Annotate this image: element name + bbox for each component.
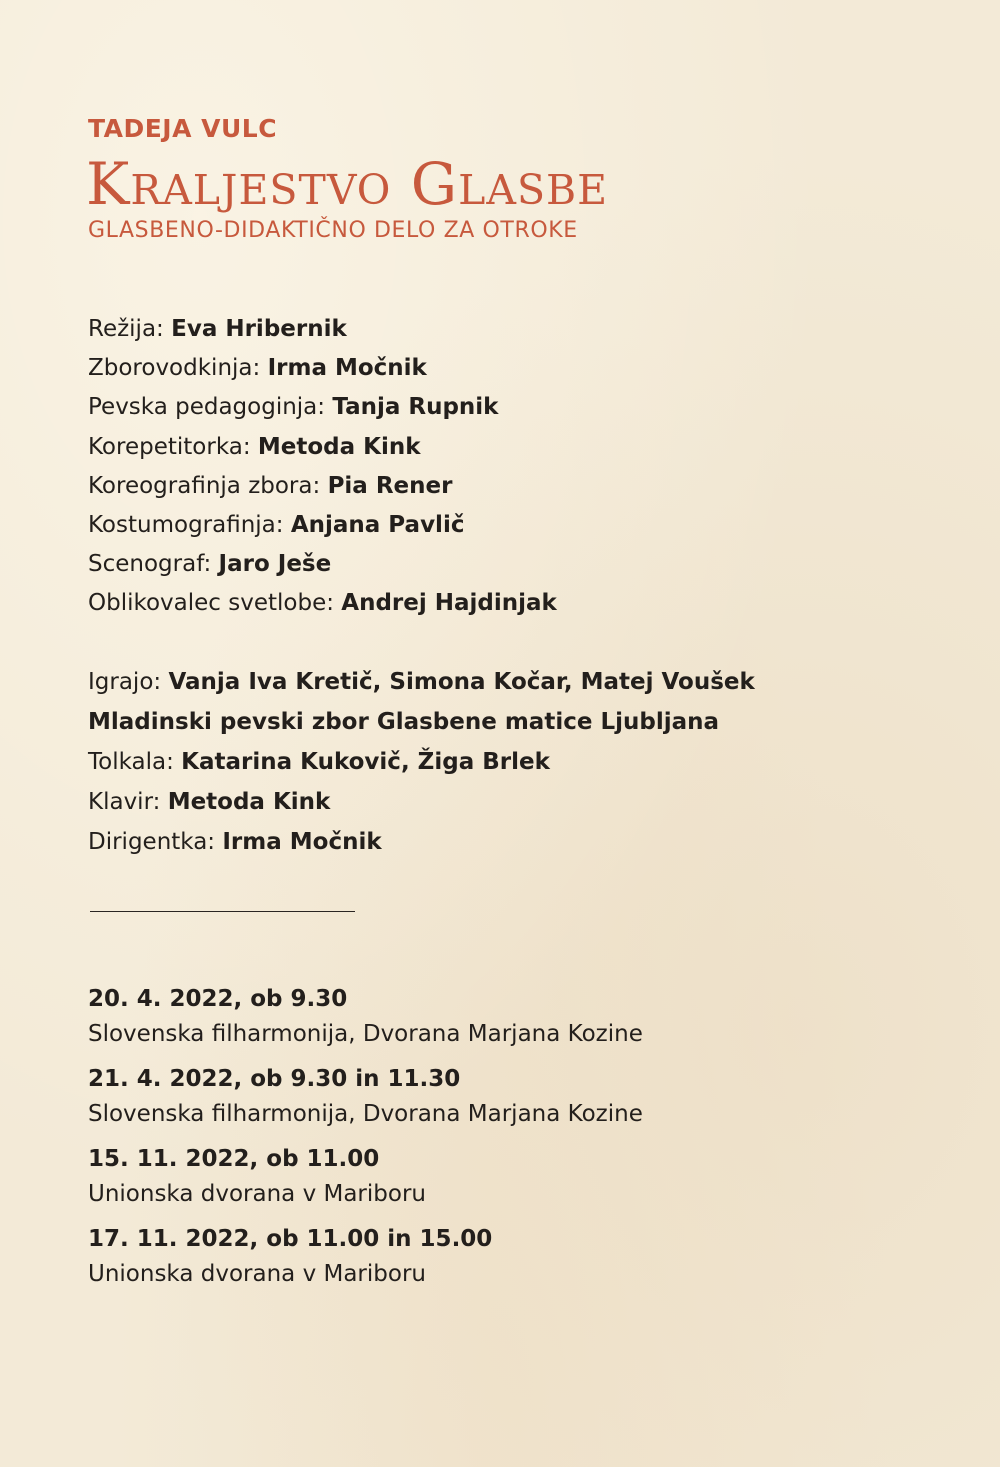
credit-name: Andrej Hajdinjak xyxy=(341,590,557,617)
cast-role: Klavir: xyxy=(88,789,161,815)
credit-line xyxy=(88,349,557,388)
author-name: TADEJA VULC xyxy=(88,114,278,143)
credit-role: Oblikovalec svetlobe: xyxy=(88,590,334,617)
cast-role: Igrajo: xyxy=(88,669,162,695)
credit-line xyxy=(88,584,557,623)
cast-list xyxy=(88,662,755,862)
credit-name: Jaro Ješe xyxy=(218,551,332,578)
performance-date: 21. 4. 2022, ob 9.30 in 11.30 xyxy=(88,1066,461,1092)
credit-line xyxy=(88,428,557,467)
work-subtitle: GLASBENO-DIDAKTIČNO DELO ZA OTROKE xyxy=(88,218,578,243)
performance-item xyxy=(88,1222,643,1292)
credit-line xyxy=(88,545,557,584)
performance-item xyxy=(88,1142,643,1212)
performance-list xyxy=(88,982,643,1302)
performance-item xyxy=(88,1062,643,1132)
performance-venue: Unionska dvorana v Mariboru xyxy=(88,1261,426,1287)
credit-name: Anjana Pavlič xyxy=(290,512,465,539)
credit-name: Irma Močnik xyxy=(267,355,427,382)
credit-name: Eva Hribernik xyxy=(171,316,347,342)
credit-name: Metoda Kink xyxy=(257,433,421,460)
credit-role: Korepetitorka: xyxy=(88,433,251,460)
performance-date: 17. 11. 2022, ob 11.00 in 15.00 xyxy=(88,1226,493,1252)
credit-role: Scenograf: xyxy=(88,551,212,578)
credit-line xyxy=(88,467,557,506)
cast-name: Irma Močnik xyxy=(222,829,382,855)
performance-venue: Unionska dvorana v Mariboru xyxy=(88,1181,426,1207)
performance-item xyxy=(88,982,643,1052)
cast-line xyxy=(88,702,755,742)
cast-line xyxy=(88,782,755,822)
credit-line xyxy=(88,388,557,427)
credit-role: Režija: xyxy=(88,316,164,342)
credit-role: Koreografinja zbora: xyxy=(88,472,321,499)
credit-line xyxy=(88,506,557,545)
performance-venue: Slovenska filharmonija, Dvorana Marjana Kozine xyxy=(88,1021,643,1047)
performance-date: 15. 11. 2022, ob 11.00 xyxy=(88,1146,380,1172)
credit-role: Kostumografinja: xyxy=(88,512,284,539)
credit-role: Pevska pedagoginja: xyxy=(88,394,326,421)
cast-line xyxy=(88,822,755,862)
credit-name: Tanja Rupnik xyxy=(332,394,499,421)
work-title: Kraljestvo Glasbe xyxy=(86,150,609,218)
cast-line xyxy=(88,662,755,702)
credits-list xyxy=(88,310,557,624)
cast-name: Vanja Iva Kretič, Simona Kočar, Matej Voušek xyxy=(168,669,755,695)
credit-line xyxy=(88,310,557,349)
cast-name: Metoda Kink xyxy=(167,789,331,815)
cast-name: Katarina Kukovič, Žiga Brlek xyxy=(181,749,550,775)
cast-role: Dirigentka: xyxy=(88,829,216,855)
cast-role: Tolkala: xyxy=(88,749,174,775)
cast-line xyxy=(88,742,755,782)
credit-name: Pia Rener xyxy=(327,472,453,499)
performance-date: 20. 4. 2022, ob 9.30 xyxy=(88,986,348,1012)
credit-role: Zborovodkinja: xyxy=(88,355,261,382)
section-divider xyxy=(90,911,355,912)
performance-venue: Slovenska filharmonija, Dvorana Marjana Kozine xyxy=(88,1101,643,1127)
cast-name: Mladinski pevski zbor Glasbene matice Ljubljana xyxy=(88,709,720,735)
